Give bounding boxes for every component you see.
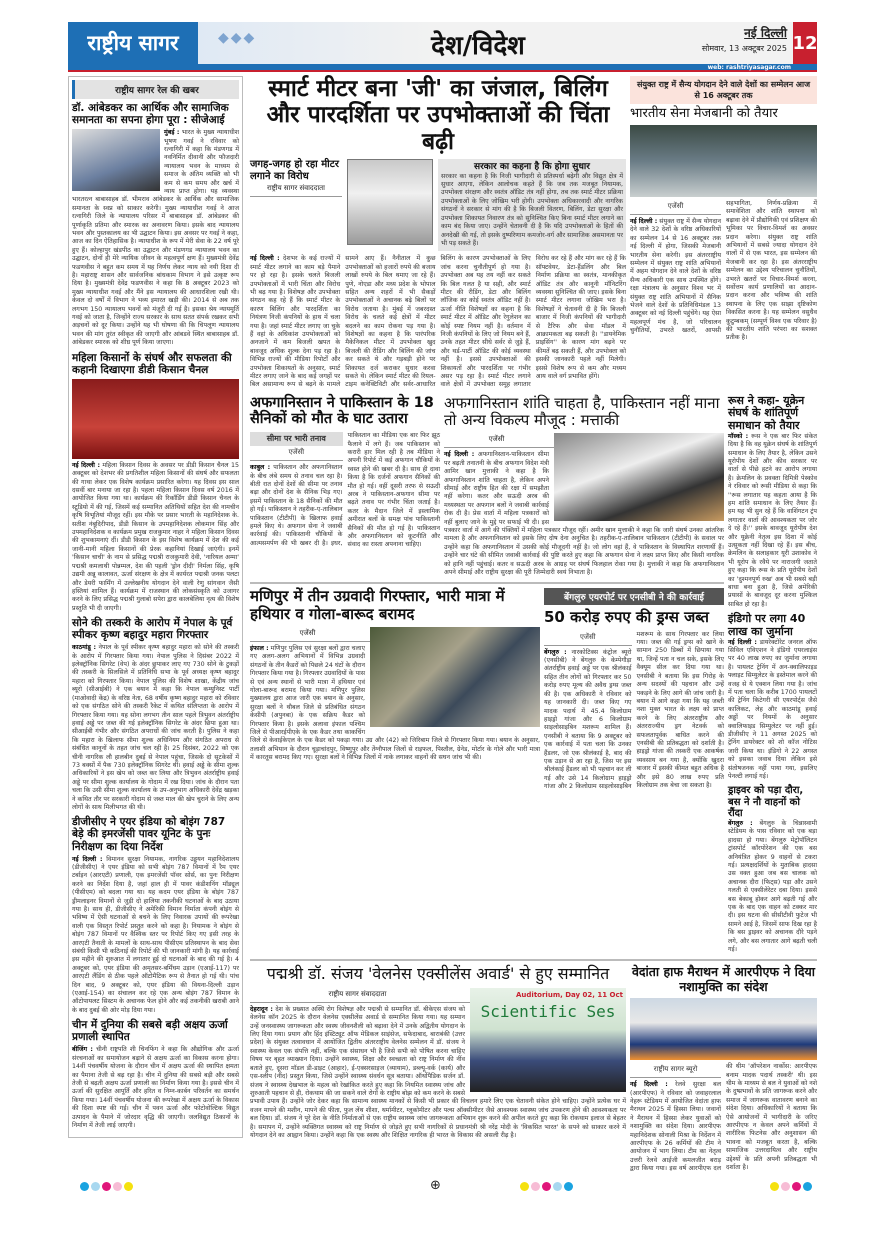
headline: रूस ने कहा- यूक्रेन संघर्ष के शांतिपूर्ण समाधान को तैयार bbox=[728, 393, 805, 433]
smart-meter-photo bbox=[347, 159, 433, 245]
article-army: संयुक्त राष्ट्र में सैन्य योगदान देने वाले देशों का सम्मेलन आज से 16 अक्टूबर तक भारतीय सेना मेजबानी को तैयार एजेंसी नई दिल्ली : संयुक्त राष्ट्र में सैन्य योगदान देने वाले 32 देशों के वरिष्ठ अधिकारियों का सम्मेलन 14 से 16 अक्टूबर तक नई दिल्ली में होगा, जिसकी मेजबानी भारतीय सेना करेगी। इस अंतरराष्ट्रीय सम्मेलन में संयुक्त राष्ट्र शांति अभियानों में अहम योगदान देने वाले देशों के वरिष्ठ सैन्य अधिकारी एक साथ उपस्थित होंगे। रक्षा मंत्रालय के अनुसार विश्व भर में संयुक्त राष्ट्र शांति अभियानों में सैनिक भेजने वाले देशों के प्रतिनिधिमंडल 13 अक्टूबर को नई दिल्ली पहुंचेंगे। यह ऐसा महत्वपूर्ण मंच है, जो परिचालन चुनौतियों, उभरते खतरों, आपसी सहभागिता, निर्णय-प्रक्रिया में समावेशिता और शांति स्थापना को बढ़ावा देने में प्रौद्योगिकी एवं प्रशिक्षण की भूमिका पर विचार-विमर्श का अवसर प्रदान करेगा। संयुक्त राष्ट्र शांति अभियानों में सबसे ज्यादा योगदान देने वालों में से एक भारत, इस सम्मेलन की मेजबानी कर रहा है। इस अंतरराष्ट्रीय सम्मेलन का उद्देश्य परिचालन चुनौतियों, उभरते खतरों पर विचार-विमर्श करना, सर्वोत्तम कार्य प्रणालियों का आदान-प्रदान करना और भविष्य की शांति स्थापना के लिए एक साझा दृष्टिकोण विकसित करना है। यह सम्मेलन वसुधैव कुटुम्बकम् (सम्पूर्ण विश्व एक परिवार है) की भारतीय शांति परंपरा का सशक्त प्रतीक है। bbox=[630, 76, 817, 343]
article-vedanta: वेदांता हाफ मैराथन में आरपीएफ ने दिया नशामुक्ति का संदेश राष्ट्रीय सागर ब्यूरो नई दिल्ली : रेलवे सुरक्षा बल (आरपीएफ) ने रविवार को जवाहरलाल नेहरू स्टेडियम में आयोजित वेदांता हाफ मैराथन 2025 में हिस्सा लिया। जवानों ने मैराथन में हिस्सा लेकर युवाओं को नशामुक्ति का संदेश दिया। आरपीएफ महानिदेशक सोनाली मिश्रा के निर्देशन में आरपीएफ के 26 कर्मियों की टीम ने आयोजन में भाग लिया। टीम का नेतृत्व उत्तरी रेलवे आईजी कमलजीत बराड़ द्वारा किया गया। इस वर्ष आरपीएफ दल की थीम 'ऑपरेशन नार्कोस: आरपीएफ बनाम मादक पदार्थ तस्करी' थी। इस थीम के माध्यम से बल ने युवाओं को नशे के दुष्प्रभावों के प्रति जागरूक करने और समाज में जागरूक वातावरण बनाने का संदेश दिया। अधिकारियों ने बताया कि ऐसे आयोजनों में भागीदारी के जरिए आरपीएफ न केवल अपने कर्मियों में शारीरिक फिटनेस और अनुशासन की भावना को मजबूत करता है, बल्कि सामाजिक उत्तरदायित्व और राष्ट्रीय उद्देश्यों के प्रति अपनी प्रतिबद्धता भी दर्शाता है। bbox=[630, 964, 817, 1173]
lead-body: नई दिल्ली : देशभर के कई राज्यों में स्मार्ट मीटर लगाने का काम बड़े पैमाने पर हो रहा है। इसके चलते बिजली उपभोक्ताओं में भारी चिंता और विरोध भी बढ़ गया है। विशेषज्ञ और उपभोक्ता संगठन कह रहे हैं कि स्मार्ट मीटर के कारण बिलिंग और पारदर्शिता का नियंत्रण निजी कंपनियों के हाथ में चला गया है। जहां स्मार्ट मीटर लगाए जा चुके हैं वहां के अधिकांश उपभोक्ताओं को अनजाने में कम बिजली खपत के बावजूद अधिक शुल्क देना पड़ रहा है। विभिन्न राज्यों की मीडिया रिपोर्टों और उपभोक्ता शिकायतों के अनुसार, स्मार्ट मीटर लगाए जाने के बाद कई जगहों पर बिल असामान्य रूप से बढ़ने के मामले सामने आए हैं। नैनीताल में कुछ उपभोक्ताओं को हजारों रुपये की बजाय लाखों रुपये के बिल थमाए जा रहे हैं। पुणे, नोएडा और मध्य प्रदेश के भोपाल सहित अन्य शहरों में भी सैकड़ों उपभोक्ताओं ने अचानक बढ़े बिलों पर विरोध जताया है। मुंबई में जबरदस्त विरोध के चलते कई क्षेत्रों में मीटर बदलने का काम रोकना पड़ गया है। विशेषज्ञों का कहना है कि पारंपरिक मैकेनिकल मीटर में उपभोक्ता खुद बिजली की रीडिंग और बिलिंग की जांच कर सकते थे और गड़बड़ी होने पर शिकायत दर्ज कराकर सुधार करवा सकते थे। लेकिन स्मार्ट मीटर की रियल-टाइम कनेक्टिविटी और सर्वर-आधारित बिलिंग के कारण उपभोक्ताओं के लिए जांच करना चुनौतीपूर्ण हो गया है। उपभोक्ता अब यह तय नहीं कर सकते कि बिल गलत है या सही, और स्मार्ट मीटर की रीडिंग, डेटा और बिलिंग लॉजिक का कोई स्वतंत्र ऑडिट नहीं है। ऊर्जा नीति विशेषज्ञों का कहना है कि स्मार्ट मीटर में ऑडिट और रेगुलेशन का कोई स्पष्ट नियम नहीं है। वर्तमान में निजी कंपनियों के लिए जो नियम बने हैं, उनके तहत मीटर सीधे सर्वर से जुड़े हैं, और थर्ड-पार्टी ऑडिट की कोई व्यवस्था नहीं है। इससे उपभोक्ताओं की शिकायतों और पारदर्शिता पर गंभीर असर पड़ रहा है। स्मार्ट मीटर लगाने वाले क्षेत्रों में उपभोक्ता समूह लगातार विरोध कर रहे हैं और मांग कर रहे हैं कि सॉफ्टवेयर, डेटा-हैंडलिंग और बिल निर्माण प्रक्रिया का स्वतंत्र, मानकीकृत ऑडिट तंत्र और कानूनी मॉनिटरिंग व्यवस्था सुनिश्चित की जाए। इसके बिना स्मार्ट मीटर लगाना जोखिम भरा है। विशेषज्ञों ने चेतावनी दी है कि बिजली बाजार में निजी कंपनियों की भागीदारी से टैरिफ और सेवा मॉडल में आक्रामकता बढ़ सकती है। ''डायनेमिक प्राइसिंग'' के कारण मांग बढ़ने पर कीमतें बढ़ सकती हैं, और उपभोक्ता को इसकी जानकारी पहले नहीं मिलेगी। इससे विशेष रूप से कम और मध्यम आय वाले वर्ग प्रभावित होंगे। bbox=[250, 255, 626, 389]
article-afghan-pakistan: अफगानिस्तान ने पाकिस्तान के 18 सैनिकों को मौत के घाट उतारा सीमा पर भारी तनाव एजेंसी काबुल : पाकिस्तान और अफगानिस्तान के बीच लंबे समय से तनाव चल रहा है। बीती रात दोनों देशों की सीमा पर तनाव बढ़ा और दोनों देश के सैनिक भिड़ गए। इसमें पाकिस्तान के 18 सैनिकों की मौत हो गई। पाकिस्तान ने तहरीक-ए-तालिबान पाकिस्तान (टीटीपी) के खिलाफ हवाई हमले किए थे। अफगान सेना ने जवाबी कार्रवाई की। पाकिस्तानी चौकियों के आत्मसमर्पण की भी खबर दी है। इधर, पाकिस्तान का मीडिया एक बार फिर झूठ फैलाने में लगे हैं। जब पाकिस्तान को करारी हार मिल रही है तब मीडिया ने अपनी रिपोर्ट में कई अफगान चौकियों के ध्वस्त होने की खबर दी है। साथ ही दावा किया है कि दर्जनों अफगान सैनिकों की मौत हो गई। वहीं दूसरी तरफ से सऊदी अरब ने पाकिस्तान-अफगान सीमा पर बढ़ते तनाव पर गंभीर चिंता जताई है। कतर के मैदान जिले में इस्लामिक अमीरात बलों के समक्ष पांच पाकिस्तानी सैनिकों की मौत हो गई है। पाकिस्तान और अफगानिस्तान को कूटनीति और संवाद का रास्ता अपनाना चाहिए। bbox=[250, 394, 440, 549]
article-body: मणिपुर पुलिस एवं सुरक्षा बलों द्वारा चलाए गए अलग-अलग अभियानों में विभिन्न उग्रवादी संगठनों के तीन कैडरों को पिछले 24 घंटों के दौरान गिरफ्तार किया गया है। गिरफ्तार उग्रवादियों के पास से एवं अन्य स्थानों से भारी मात्रा में हथियार एवं गोला-बारूद बरामद किया गया। मणिपुर पुलिस मुख्यालय द्वारा आज जारी एक बयान के अनुसार, सुरक्षा बलों ने थौबल जिले से प्रतिबंधित संगठन केसीपी (अपुनबा) के एक सक्रिय कैडर को गिरफ्तार किया है। इसके अलावा इंफाल पश्चिम जिले से पीआरईपीएके के एक कैडर तथा काकचिंग जिले से केवाईकेएल के एक कैडर को पकड़ा गया। उग्र और (42) को जिरिबाम जिले से गिरफ्तार किया गया। बयान के अनुसार, तलाशी अभियान के दौरान चूड़ाचांदपुर, विष्णुपुर और तेंग्नौपाल जिलों से राइफल, पिस्तौल, ग्रेनेड, मोर्टार के गोले और भारी मात्रा में कारतूस बरामद किए गए। सुरक्षा बलों ने विभिन्न जिलों में नाके लगाकर वाहनों की सघन जांच भी की। bbox=[250, 644, 540, 762]
article-body: विमानन सुरक्षा नियामक, नागरिक उड्डयन महानिदेशालय (डीजीसीए) ने एयर इंडिया को सभी बोइंग 787 विमानों में रैम एयर टर्बाइन (आरएटी) प्रणाली, एक इमरजेंसी पॉवर सोर्स, का पुनः निरीक्षण करने का निर्देश दिया है, जहां हाल ही में पावर कंडीशनिंग मॉड्यूल (पीसीएम) को बदला गया था। यह कदम एयर इंडिया के बोइंग 787 ड्रीमलाइनर विमानों से जुड़ी दो हालिया तकनीकी घटनाओं के बाद उठाया गया है। साथ ही, डीजीसीए ने अमेरिकी विमान निर्माता कंपनी बोइंग से भविष्य में ऐसी घटनाओं से बचने के लिए निवारक उपायों की रूपरेखा वाली एक विस्तृत रिपोर्ट प्रस्तुत करने को कहा है। नियामक ने बोइंग से बोइंग 787 विमानों पर वैश्विक स्तर पर रिपोर्ट किए गए इसी तरह के आरएटी तैनाती के मामलों के साथ-साथ पीसीएम प्रतिस्थापन के बाद सेवा संबंधी किसी भी कठिनाई की रिपोर्ट की भी जानकारी मांगी है। यह कार्रवाई इस महीने की शुरुआत में लगातार हुई दो घटनाओं के बाद की गई है। 4 अक्टूबर को, एयर इंडिया की अमृतसर-बर्मिंघम उड़ान (एआई-117) पर आरएटी लैंडिंग से ठीक पहले ऑटोमैटिक रूप से तैनात हो गई थी। पांच दिन बाद, 9 अक्टूबर को, एयर इंडिया की वियना-दिल्ली उड़ान (एआई-154) का संचालन कर रहे एक अन्य बोइंग 787 विमान के ऑटोपायलट सिस्टम के अचानक फेल होने और कई तकनीकी खराबी आने के बाद दुबई की ओर मोड़ दिया गया। bbox=[72, 855, 239, 1014]
article-dd-kisan: महिला किसानों के संघर्ष और सफलता की कहानी दिखाएगा डीडी किसान चैनल नई दिल्ली : महिला किसान दिवस के अवसर पर डीडी किसान चैनल 15 अक्टूबर को देशभर की प्रगतिशील महिला किसानों की संघर्ष और सफलता की गाथा लेकर एक विशेष कार्यक्रम प्रसारित करेगा। यह दिवस इस साल दसवीं बार मनाया जा रहा है। पहला महिला किसान दिवस वर्ष 2016 में आयोजित किया गया था। कार्यक्रम की रिकॉर्डिंग डीडी किसान चैनल के स्टूडियो में की गई, जिसमें कई सम्मानित अतिथियों सहित देश की नामचीन कृषि विभूतियां मौजूद रहीं। इस मौके पर प्रसार भारती के महानिदेशक के. सतीश नंबूदिरीपाद, डीडी किसान के उपमहानिदेशक लोकमान सिंह और उपमहानिदेशक व कार्यक्रम प्रमुख राजकुमार नाहर ने महिला किसान दिवस की शुभकामनाएं दीं। डीडी किसान के इस विशेष कार्यक्रम में देश की कई जानी-मानी महिला किसानों की प्रेरक कहानियां दिखाई जाएंगी। इनमें 'किसान चाची' के नाम से प्रसिद्ध पद्मश्री राजकुमारी देवी, 'नारियल अम्मा' पद्मश्री कमलाथी पोन्नम्मल, देश की पहली 'ड्रोन दीदी' निर्मला सिंह, कृषि उद्यमी अन्नू कालावत, ऊर्जा संरक्षण के क्षेत्र में कार्यरत पद्मश्री जनक पलटा और डेयरी फार्मिंग में उल्लेखनीय योगदान देने वाली रेणु सांगवान जैसी हस्तियां शामिल हैं। कार्यक्रम में राजस्थान की लोकसंस्कृति को उजागर करने के लिए प्रसिद्ध पद्मश्री गुलाबो सपेरा द्वारा कालबेलिया नृत्य की विशेष प्रस्तुति भी दी जाएगी। bbox=[72, 351, 239, 612]
article-body: चीनी राष्ट्रपति शी चिनफिंग ने कहा कि औद्योगिक और ऊर्जा संरचनाओं का समायोजन बढ़ाने से अक्षय ऊर्जा का विकास करना होगा। 14वीं पंचवर्षीय योजना के दौरान चीन में अक्षय ऊर्जा की स्थापित क्षमता का पैमाना तेजी से बढ़ रहा है। चीन में दुनिया की सबसे बड़ी और सबसे तेजी से बढ़ती अक्षय ऊर्जा प्रणाली का निर्माण किया गया है। इससे चीन में ऊर्जा की सुरक्षित आपूर्ति और हरित व निम्न-कार्बन परिवर्तन का समर्थन किया गया। 14वीं पंचवर्षीय योजना की रूपरेखा में अक्षय ऊर्जा के विकास की दिशा स्पष्ट की गई। चीन में पवन ऊर्जा और फोटोवोल्टिक विद्युत उत्पादन के पैमाने में जोरदार वृद्धि की जाएगी। जलविद्युत ठिकानों के निर्माण में तेजी लाई जाएगी। bbox=[72, 1046, 239, 1130]
registration-marks bbox=[68, 1178, 817, 1194]
article-body: नेपाल के पूर्व स्पीकर कृष्ण बहादुर महारा को सोने की तस्करी के आरोप में गिरफ्तार किया गया। नेपाल पुलिस ने दिसंबर 2022 में इलेक्ट्रॉनिक सिगरेट (वेप) के अंदर छुपाकर लाए गए 730 सोने के टुकड़ों की तस्करी के सिलसिले में प्रतिनिधि सभा के पूर्व अध्यक्ष कृष्ण बहादुर महारा को गिरफ्तार किया। नेपाल पुलिस की विशेष शाखा, केंद्रीय जांच ब्यूरो (सीआईबी) ने एक बयान में कहा कि नेपाल कम्युनिस्ट पार्टी (माओवादी केंद्र) के वरिष्ठ नेता, 68 वर्षीय कृष्ण बहादुर महारा को रविवार को एक संगठित सोने की तस्करी रैकेट में कथित संलिप्तता के आरोप में गिरफ्तार किया गया। यह सोना लगभग तीन साल पहले त्रिभुवन अंतर्राष्ट्रीय हवाई अड्डे पर जब्त की गई इलेक्ट्रॉनिक सिगरेट के अंदर छिपा हुआ था। सीआईबी गंभीर और संगठित अपराधों की जांच करती है। पुलिस ने कहा कि महारा के खिलाफ सीमा शुल्क अधिनियम और संगठित अपराध से संबंधित कानूनों के तहत जांच चल रही है। 25 दिसंबर, 2022 को एक चीनी नागरिक लौ हालबीन दुबई से नेपाल पहुंचा, जिसके दो सूटकेसों में 73 बक्सों में पैक 730 इलेक्ट्रॉनिक सिगरेट थीं। हवाई अड्डे के सीमा शुल्क अधिकारियों ने इस खेप को जब्त कर लिया और त्रिभुवन अंतर्राष्ट्रीय हवाई अड्डे पर सीमा शुल्क कार्यालय के गोदाम में रख दिया। जांच के दौरान पता चला कि उसी सीमा शुल्क कार्यालय के उप-अनुभाग अधिकारी देवेंद्र खड़का ने कथित तौर पर सरकारी गोदाम से जब्त माल की खेप चुराने के लिए अन्य लोगों के साथ मिलीभगत की थी। bbox=[72, 644, 239, 811]
conference-photo bbox=[630, 125, 817, 197]
edition-city: नई दिल्ली bbox=[744, 26, 787, 40]
marathon-photo bbox=[630, 998, 817, 1060]
page-body bbox=[68, 76, 817, 1174]
article-body: नारकोटिक्स कंट्रोल ब्यूरो (एनसीबी) ने बेंगलुरु के केम्पेगौड़ा अंतर्राष्ट्रीय हवाई अड्डे पर एक श्रीलंकाई सहित तीन लोगों को गिरफ्तार कर 50 करोड़ रुपए मूल्य की अवैध ड्रग्स जब्त की है। एक अधिकारी ने रविवार को यह जानकारी दी। जब्त किए गए मादक पदार्थ में 45.4 किलोग्राम हाइड्रो गांजा और 6 किलोग्राम साइलोसाइबिन मशरूम शामिल हैं। एनसीबी ने बताया कि 9 अक्टूबर को एक कार्रवाई में पता चला कि उनका हैंडलर, जो एक श्रीलंकाई है, बाद की एक उड़ान से आ रहा है, जिस पर इस श्रीलंकाई हैंडलर को भी पहचान कर ली गई और उसे 14 किलोग्राम हाइड्रो गांजा और 2 किलोग्राम साइलोसाइबिन मशरूम के साथ गिरफ्तार कर लिया गया। जब्त की गई ड्रग्स को खाने के सामान 250 डिब्बों में छिपाया गया था, जिन्हें पता न चल सके, इसके लिए वैक्यूम सील कर दिया गया था। एनसीबी ने बताया कि इस गिरोह के अन्य सदस्यों की पहचान और उन्हें पकड़ने के लिए आगे की जांच जारी है। बयान में आगे कहा गया कि यह जब्ती नशा मुक्त भारत के लक्ष्य को प्राप्त करने के लिए अंतरराष्ट्रीय और अंतरराज्यीय ड्रग नेटवर्क को सफलतापूर्वक बाधित करने की एनसीबी की प्रतिबद्धता को दर्शाती है। हाइड्रो गांजा की तस्करी एक आकर्षक व्यवसाय बन गया है, क्योंकि खुदरा बाजार में इसकी कीमत बहुत अधिक है और इसे 80 लाख रुपए प्रति किलोग्राम तक बेचा जा सकता है। bbox=[544, 630, 724, 791]
article-nepal: सोने की तस्करी के आरोप में नेपाल के पूर्व स्पीकर कृष्ण बहादुर महारा गिरफ्तार काठमांडू : नेपाल के पूर्व स्पीकर कृष्ण बहादुर महारा को सोने की तस्करी के आरोप में गिरफ्तार किया गया। नेपाल पुलिस ने दिसंबर 2022 में इलेक्ट्रॉनिक सिगरेट (वेप) के अंदर छुपाकर लाए गए 730 सोने के टुकड़ों की तस्करी के सिलसिले में प्रतिनिधि सभा के पूर्व अध्यक्ष कृष्ण बहादुर महारा को गिरफ्तार किया। नेपाल पुलिस की विशेष शाखा, केंद्रीय जांच ब्यूरो (सीआईबी) ने एक बयान में कहा कि नेपाल कम्युनिस्ट पार्टी (माओवादी केंद्र) के वरिष्ठ नेता, 68 वर्षीय कृष्ण बहादुर महारा को रविवार को एक संगठित सोने की तस्करी रैकेट में कथित संलिप्तता के आरोप में गिरफ्तार किया गया। यह सोना लगभग तीन साल पहले त्रिभुवन अंतर्राष्ट्रीय हवाई अड्डे पर जब्त की गई इलेक्ट्रॉनिक सिगरेट के अंदर छिपा हुआ था। सीआईबी गंभीर और संगठित अपराधों की जांच करती है। पुलिस ने कहा कि महारा के खिलाफ सीमा शुल्क अधिनियम और संगठित अपराध से संबंधित कानूनों के तहत जांच चल रही है। 25 दिसंबर, 2022 को एक चीनी नागरिक लौ हालबीन दुबई से नेपाल पहुंचा, जिसके दो सूटकेसों में 73 बक्सों में पैक 730 इलेक्ट्रॉनिक सिगरेट थीं। हवाई अड्डे के सीमा शुल्क अधिकारियों ने इस खेप को जब्त कर लिया और त्रिभुवन अंतर्राष्ट्रीय हवाई अड्डे पर सीमा शुल्क कार्यालय के गोदाम में रख दिया। जांच के दौरान पता चला कि उसी सीमा शुल्क कार्यालय के उप-अनुभाग अधिकारी देवेंद्र खड़का ने कथित तौर पर सरकारी गोदाम से जब्त माल की खेप चुराने के लिए अन्य लोगों के साथ मिलीभगत की थी। bbox=[72, 617, 239, 811]
lead-headline: स्मार्ट मीटर बना 'जी' का जंजाल, बिलिंग और पारदर्शिता पर उपभोक्ताओं की चिंता बढ़ी bbox=[266, 76, 610, 155]
article-body: महिला किसान दिवस के अवसर पर डीडी किसान चैनल 15 अक्टूबर को देशभर की प्रगतिशील महिला किसानों की संघर्ष और सफलता की गाथा लेकर एक विशेष कार्यक्रम प्रसारित करेगा। यह दिवस इस साल दसवीं बार मनाया जा रहा है। पहला महिला किसान दिवस वर्ष 2016 में आयोजित किया गया था। कार्यक्रम की रिकॉर्डिंग डीडी किसान चैनल के स्टूडियो में की गई, जिसमें कई सम्मानित अतिथियों सहित देश की नामचीन कृषि विभूतियां मौजूद रहीं। इस मौके पर प्रसार भारती के महानिदेशक के. सतीश नंबूदिरीपाद, डीडी किसान के उपमहानिदेशक लोकमान सिंह और उपमहानिदेशक व कार्यक्रम प्रमुख राजकुमार नाहर ने महिला किसान दिवस की शुभकामनाएं दीं। डीडी किसान के इस विशेष कार्यक्रम में देश की कई जानी-मानी महिला किसानों की प्रेरक कहानियां दिखाई जाएंगी। इनमें 'किसान चाची' के नाम से प्रसिद्ध पद्मश्री राजकुमारी देवी, 'नारियल अम्मा' पद्मश्री कमलाथी पोन्नम्मल, देश की पहली 'ड्रोन दीदी' निर्मला सिंह, कृषि उद्यमी अन्नू कालावत, ऊर्जा संरक्षण के क्षेत्र में कार्यरत पद्मश्री जनक पलटा और डेयरी फार्मिंग में उल्लेखनीय योगदान देने वाली रेणु सांगवान जैसी हस्तियां शामिल हैं। कार्यक्रम में राजस्थान की लोकसंस्कृति को उजागर करने के लिए प्रसिद्ध पद्मश्री गुलाबो सपेरा द्वारा कालबेलिया नृत्य की विशेष प्रस्तुति भी दी जाएगी। bbox=[72, 461, 239, 612]
award-photo: Auditorium, Day 02, 11 Oct Scientific Ses bbox=[470, 988, 626, 1092]
decorative-dots-icon: ◆◆◆ bbox=[218, 30, 257, 46]
article-body: अफगानिस्तान-पाकिस्तान सीमा पर बढ़ती तनातनी के बीच अफगान विदेश मंत्री आमिर खान मुत्ताकी ने कहा है कि अफगानिस्तान शांति चाहता है, लेकिन अपने सीमाई और राष्ट्रीय हित की रक्षा में समझौता नहीं करेगा। कतर और सऊदी अरब की मध्यस्थता पर अफगान बलों ने जवाबी कार्रवाई रोक दी है। प्रेस वार्ता में महिला पत्रकारों को नहीं बुलाए जाने के मुद्दे पर सफाई भी दी। इस पत्रकार वार्ता में आगे की पंक्तियों में महिला पत्रकार मौजूद रहीं। अमीर खान मुत्ताकी ने कहा कि जारी संघर्ष उनका आंतरिक मामला है और अफगानिस्तान को इसके लिए दोष देना अनुचित है। तहरीक-ए-तालिबान पाकिस्तान (टीटीपी) के सवाल पर उन्होंने कहा कि अफगानिस्तान में उसकी कोई मौजूदगी नहीं है। जो लोग वहां हैं, वे पाकिस्तान के विस्थापित शरणार्थी हैं। उन्होंने चार घंटे की सीमित जवाबी कार्रवाई की पुष्टि करते हुए कहा कि अफगान सेना ने लक्ष्य प्राप्त किए और किसी नागरिक को हानि नहीं पहुंचाई। कतर व सऊदी अरब के आग्रह पर संघर्ष फिलहाल रोका गया है। मुत्ताकी ने कहा कि अफगानिस्तान अपने सीमाई और राष्ट्रीय सुरक्षा की पूरी जिम्मेदारी स्वयं निभाता है। bbox=[444, 451, 724, 576]
article-muttaqi: अफगानिस्तान शांति चाहता है, पाकिस्तान नहीं माना तो अन्य विकल्प मौजूद : मत्ताकी एजेंसी नई दिल्ली : अफगानिस्तान-पाकिस्तान सीमा पर बढ़ती तनातनी के बीच अफगान विदेश मंत्री आमिर खान मुत्ताकी ने कहा है कि अफगानिस्तान शांति चाहता है, लेकिन अपने सीमाई और राष्ट्रीय हित की रक्षा में समझौता नहीं करेगा। कतर और सऊदी अरब की मध्यस्थता पर अफगान बलों ने जवाबी कार्रवाई रोक दी है। प्रेस वार्ता में महिला पत्रकारों को नहीं बुलाए जाने के मुद्दे पर सफाई भी दी। इस पत्रकार वार्ता में आगे की पंक्तियों में महिला पत्रकार मौजूद रहीं। अमीर खान मुत्ताकी ने कहा कि जारी संघर्ष उनका आंतरिक मामला है और अफगानिस्तान को इसके लिए दोष देना अनुचित है। तहरीक-ए-तालिबान पाकिस्तान (टीटीपी) के सवाल पर उन्होंने कहा कि अफगानिस्तान में उसकी कोई मौजूदगी नहीं है। जो लोग वहां हैं, वे पाकिस्तान के विस्थापित शरणार्थी हैं। उन्होंने चार घंटे की सीमित जवाबी कार्रवाई की पुष्टि करते हुए कहा कि अफगान सेना ने लक्ष्य प्राप्त किए और किसी नागरिक को हानि नहीं पहुंचाई। कतर व सऊदी अरब के आग्रह पर संघर्ष फिलहाल रोका गया है। मुत्ताकी ने कहा कि अफगानिस्तान अपने सीमाई और राष्ट्रीय सुरक्षा की पूरी जिम्मेदारी स्वयं निभाता है। bbox=[444, 393, 724, 576]
article-china: चीन में दुनिया की सबसे बड़ी अक्षय ऊर्जा प्रणाली स्थापित बीजिंग : चीनी राष्ट्रपति शी चिनफिंग ने कहा कि औद्योगिक और ऊर्जा संरचनाओं का समायोजन बढ़ाने से अक्षय ऊर्जा का विकास करना होगा। 14वीं पंचवर्षीय योजना के दौरान चीन में अक्षय ऊर्जा की स्थापित क्षमता का पैमाना तेजी से बढ़ रहा है। चीन में दुनिया की सबसे बड़ी और सबसे तेजी से बढ़ती अक्षय ऊर्जा प्रणाली का निर्माण किया गया है। इससे चीन में ऊर्जा की सुरक्षित आपूर्ति और हरित व निम्न-कार्बन परिवर्तन का समर्थन किया गया। 14वीं पंचवर्षीय योजना की रूपरेखा में अक्षय ऊर्जा के विकास की दिशा स्पष्ट की गई। चीन में पवन ऊर्जा और फोटोवोल्टिक विद्युत उत्पादन के पैमाने में जोरदार वृद्धि की जाएगी। जलविद्युत ठिकानों के निर्माण में तेजी लाई जाएगी। bbox=[72, 1019, 239, 1130]
masthead bbox=[68, 22, 817, 72]
article-body: संयुक्त राष्ट्र में सैन्य योगदान देने वाले 32 देशों के वरिष्ठ अधिकारियों का सम्मेलन 14 से 16 अक्टूबर तक नई दिल्ली में होगा, जिसकी मेजबानी भारतीय सेना करेगी। इस अंतरराष्ट्रीय सम्मेलन में संयुक्त राष्ट्र शांति अभियानों में अहम योगदान देने वाले देशों के वरिष्ठ सैन्य अधिकारी एक साथ उपस्थित होंगे। रक्षा मंत्रालय के अनुसार विश्व भर में संयुक्त राष्ट्र शांति अभियानों में सैनिक भेजने वाले देशों के प्रतिनिधिमंडल 13 अक्टूबर को नई दिल्ली पहुंचेंगे। यह ऐसा महत्वपूर्ण मंच है, जो परिचालन चुनौतियों, उभरते खतरों, आपसी सहभागिता, निर्णय-प्रक्रिया में समावेशिता और शांति स्थापना को बढ़ावा देने में प्रौद्योगिकी एवं प्रशिक्षण की भूमिका पर विचार-विमर्श का अवसर प्रदान करेगा। संयुक्त राष्ट्र शांति अभियानों में सबसे ज्यादा योगदान देने वालों में से एक भारत, इस सम्मेलन की मेजबानी कर रहा है। इस अंतरराष्ट्रीय सम्मेलन का उद्देश्य परिचालन चुनौतियों, उभरते खतरों पर विचार-विमर्श करना, सर्वोत्तम कार्य प्रणालियों का आदान-प्रदान करना और भविष्य की शांति स्थापना के लिए एक साझा दृष्टिकोण विकसित करना है। यह सम्मेलन वसुधैव कुटुम्बकम् (सम्पूर्ण विश्व एक परिवार है) की भारतीय शांति परंपरा का सशक्त प्रतीक है। bbox=[630, 199, 817, 342]
edition-date: सोमवार, 13 अक्टूबर 2025 bbox=[701, 44, 787, 53]
article-dgca: डीजीसीए ने एयर इंडिया को बोइंग 787 बेड़े की इमरजेंसी पावर यूनिट के पुनः निरीक्षण का दिया निर्देश नई दिल्ली : विमानन सुरक्षा नियामक, नागरिक उड्डयन महानिदेशालय (डीजीसीए) ने एयर इंडिया को सभी बोइंग 787 विमानों में रैम एयर टर्बाइन (आरएटी) प्रणाली, एक इमरजेंसी पॉवर सोर्स, का पुनः निरीक्षण करने का निर्देश दिया है, जहां हाल ही में पावर कंडीशनिंग मॉड्यूल (पीसीएम) को बदला गया था। यह कदम एयर इंडिया के बोइंग 787 ड्रीमलाइनर विमानों से जुड़ी दो हालिया तकनीकी घटनाओं के बाद उठाया गया है। साथ ही, डीजीसीए ने अमेरिकी विमान निर्माता कंपनी बोइंग से भविष्य में ऐसी घटनाओं से बचने के लिए निवारक उपायों की रूपरेखा वाली एक विस्तृत रिपोर्ट प्रस्तुत करने को कहा है। नियामक ने बोइंग से बोइंग 787 विमानों पर वैश्विक स्तर पर रिपोर्ट किए गए इसी तरह के आरएटी तैनाती के मामलों के साथ-साथ पीसीएम प्रतिस्थापन के बाद सेवा संबंधी किसी भी कठिनाई की रिपोर्ट की भी जानकारी मांगी है। यह कार्रवाई इस महीने की शुरुआत में लगातार हुई दो घटनाओं के बाद की गई है। 4 अक्टूबर को, एयर इंडिया की अमृतसर-बर्मिंघम उड़ान (एआई-117) पर आरएटी लैंडिंग से ठीक पहले ऑटोमैटिक रूप से तैनात हो गई थी। पांच दिन बाद, 9 अक्टूबर को, एयर इंडिया की वियना-दिल्ली उड़ान (एआई-154) का संचालन कर रहे एक अन्य बोइंग 787 विमान के ऑटोपायलट सिस्टम के अचानक फेल होने और कई तकनीकी खराबी आने के बाद दुबई की ओर मोड़ दिया गया। bbox=[72, 816, 239, 1014]
article-smart-meter bbox=[250, 76, 626, 390]
headline: सोने की तस्करी के आरोप में नेपाल के पूर्व स्पीकर कृष्ण बहादुर महारा गिरफ्तार bbox=[72, 617, 233, 642]
byline: राष्ट्रीय सागर संवाददाता bbox=[250, 182, 342, 197]
article-body: भारत के मुख्य न्यायाधीश भूषण गवई ने रविवार को रत्नागिरी में कहा कि मंडणगड में नवनिर्मित दीवानी और फौजदारी न्यायालय भवन के माध्यम से समाज के अंतिम व्यक्ति को भी कम से कम समय और खर्च में न्याय प्राप्त होगा। यह व्यवस्था भारतरत्न बाबासाहब डॉ. भीमराव आंबेडकर के आर्थिक और सामाजिक समानता के स्वप्न को साकार करेगी। मुख्य न्यायाधीश गवई ने आज रत्नागिरी जिले के न्यायालय परिसर में बाबासाहब डॉ. आंबेडकर की पूर्णाकृति प्रतिमा और स्मारक का अनावरण किया। इसके बाद न्यायालय भवन और पुस्तकालय का भी उद्घाटन किया। इस अवसर पर गवई ने कहा, आज का दिन ऐतिहासिक है। न्यायाधीश के रूप में मेरी सेवा के 22 वर्ष पूरे हुए हैं। कोल्हापुर खंडपीठ का उद्घाटन और मंडणगड न्यायालय भवन का उद्घाटन, दोनों ही मेरे न्यायिक जीवन के महत्वपूर्ण क्षण हैं। मुख्यमंत्री देवेंद्र फडणवीस ने बहुत कम समय में यह निर्णय लेकर न्याय को नयी दिशा दी है। महाराष्ट्र शासन और सार्वजनिक बांधकाम विभाग ने इसे उत्कृष्ट रूप दिया है। मुख्यमंत्री देवेंद्र फडणवीस ने कहा कि 8 अक्टूबर 2023 को मुख्य न्यायाधीश गवई और मैंने इस न्यायालय की आधारशिला रखी थी। केवल दो वर्षों में विभाग ने भव्य इमारत खड़ी की। 2014 से अब तक लगभग 150 न्यायालय भवनों को मंजूरी दी गई है। इसका श्रेय न्यायमूर्ति गवई को जाता है, जिन्होंने राज्य सरकार के साथ सतत संपर्क रखकर सभी अड़चनों को दूर किया। उन्होंने यह भी घोषणा की कि चिपलूण न्यायालय भवन की मांग तुरंत स्वीकृत की जाएगी और आंबडवे स्थित बाबासाहब डॉ. आंबेडकर स्मारक को शीघ्र पूर्ण किया जाएगा। bbox=[72, 129, 239, 347]
label: बेंगलुरु एयरपोर्ट पर एनसीबी ने की कार्रवाई bbox=[544, 588, 724, 605]
event-photo bbox=[72, 379, 239, 459]
headline: महिला किसानों के संघर्ष और सफलता की कहानी दिखाएगा डीडी किसान चैनल bbox=[72, 351, 232, 376]
info-box bbox=[438, 159, 626, 251]
website-link[interactable]: web: rashtriyasagar.com bbox=[707, 64, 791, 71]
section-label: राष्ट्रीय सागर रेल की खबर bbox=[72, 80, 239, 99]
info-box-body: सरकार का कहना है कि निजी भागीदारी से प्रतिस्पर्धा बढ़ेगी और विद्युत क्षेत्र में सुधार आएगा, लेकिन आलोचक कहते हैं कि जब तक मजबूत नियामक, उपभोक्ता संरक्षण और स्वतंत्र ऑडिट तंत्र नहीं होगा, तब तक स्मार्ट मीटर प्रक्रिया उपभोक्ताओं के लिए जोखिम भरी होगी। उपभोक्ता अधिकारवादी और नागरिक संगठनों ने सरकार से मांग की है कि बिजली वितरण, बिलिंग, डेटा सुरक्षा और उपभोक्ता शिकायत निवारण तंत्र को सुनिश्चित किए बिना स्मार्ट मीटर लगाने का काम बंद किया जाए। उन्होंने चेतावनी दी है कि यदि उपभोक्ताओं के हितों की अनदेखी की गई, तो इसके दुष्परिणाम कमजोर-वर्ग और सामाजिक असमानता पर भी पड़ सकते हैं। bbox=[441, 172, 623, 247]
headline: डॉ. आंबेडकर का आर्थिक और सामाजिक समानता का सपना होगा पूरा : सीजेआई bbox=[72, 102, 229, 127]
lead-subhead: जगह-जगह हो रहा मीटर लगाने का विरोध bbox=[250, 159, 339, 182]
headline: मणिपुर में तीन उग्रवादी गिरफ्तार, भारी मात्रा में हथियार व गोला-बारूद बरामद bbox=[250, 587, 505, 623]
left-column bbox=[68, 76, 243, 1138]
headline: अफगानिस्तान ने पाकिस्तान के 18 सैनिकों को मौत के घाट उतारा bbox=[250, 394, 434, 428]
headline: 50 करोड़ रुपए की ड्रग्स जब्त bbox=[544, 608, 709, 627]
article-ambedkar: डॉ. आंबेडकर का आर्थिक और सामाजिक समानता का सपना होगा पूरा : सीजेआई मुंबई : भारत के मुख्य न्यायाधीश भूषण गवई ने रविवार को रत्नागिरी में कहा कि मंडणगड में नवनिर्मित दीवानी और फौजदारी न्यायालय भवन के माध्यम से समाज के अंतिम व्यक्ति को भी कम से कम समय और खर्च में न्याय प्राप्त होगा। यह व्यवस्था भारतरत्न बाबासाहब डॉ. भीमराव आंबेडकर के आर्थिक और सामाजिक समानता के स्वप्न को साकार करेगी। मुख्य न्यायाधीश गवई ने आज रत्नागिरी जिले के न्यायालय परिसर में बाबासाहब डॉ. आंबेडकर की पूर्णाकृति प्रतिमा और स्मारक का अनावरण किया। इसके बाद न्यायालय भवन और पुस्तकालय का भी उद्घाटन किया। इस अवसर पर गवई ने कहा, आज का दिन ऐतिहासिक है। न्यायाधीश के रूप में मेरी सेवा के 22 वर्ष पूरे हुए हैं। कोल्हापुर खंडपीठ का उद्घाटन और मंडणगड न्यायालय भवन का उद्घाटन, दोनों ही मेरे न्यायिक जीवन के महत्वपूर्ण क्षण हैं। मुख्यमंत्री देवेंद्र फडणवीस ने बहुत कम समय में यह निर्णय लेकर न्याय को नयी दिशा दी है। महाराष्ट्र शासन और सार्वजनिक बांधकाम विभाग ने इसे उत्कृष्ट रूप दिया है। मुख्यमंत्री देवेंद्र फडणवीस ने कहा कि 8 अक्टूबर 2023 को मुख्य न्यायाधीश गवई और मैंने इस न्यायालय की आधारशिला रखी थी। केवल दो वर्षों में विभाग ने भव्य इमारत खड़ी की। 2014 से अब तक लगभग 150 न्यायालय भवनों को मंजूरी दी गई है। इसका श्रेय न्यायमूर्ति गवई को जाता है, जिन्होंने राज्य सरकार के साथ सतत संपर्क रखकर सभी अड़चनों को दूर किया। उन्होंने यह भी घोषणा की कि चिपलूण न्यायालय भवन की मांग तुरंत स्वीकृत की जाएगी और आंबडवे स्थित बाबासाहब डॉ. आंबेडकर स्मारक को शीघ्र पूर्ण किया जाएगा। bbox=[72, 102, 239, 347]
section-title: देश/विदेश bbox=[431, 31, 525, 61]
article-bus: ड्राइवर को पड़ा दौरा, बस ने नौ वाहनों को रौंदा बेंगलुरु : बेंगलुरु के चिन्नास्वामी स्टेडियम के पास रविवार को एक बड़ा हादसा हो गया। बेंगलुरु मेट्रोपॉलिटन ट्रांसपोर्ट कॉरपोरेशन की एक बस अनियंत्रित होकर 9 वाहनों से टकरा गई। प्रत्यक्षदर्शियों के मुताबिक हादसा उस वक्त हुआ जब बस चालक को अचानक दौरा (फिट्स) पड़ा और उसने गलती से एक्सीलेरेटर दबा दिया। इससे बस बेकाबू होकर आगे बढ़ती गई और एक के बाद एक वाहन को टक्कर मार दी। इस घटना की सीसीटीवी फुटेज भी सामने आई है, जिसमें साफ दिख रहा है कि बस ड्राइवर को अचानक दौरे पड़ने लगे, और बस लगातार आगे बढ़ती चली गई। bbox=[728, 785, 817, 954]
headline: भारतीय सेना मेजबानी को तैयार bbox=[630, 106, 778, 121]
headline: वेदांता हाफ मैराथन में आरपीएफ ने दिया नशामुक्ति का संदेश bbox=[631, 964, 816, 994]
headline: पद्मश्री डॉ. संजय 'वेलनेस एक्सीलेंस अवार्ड' से हुए सम्मानित bbox=[266, 964, 610, 984]
security-forces-photo bbox=[370, 627, 540, 727]
headline: चीन में दुनिया की सबसे बड़ी अक्षय ऊर्जा प्रणाली स्थापित bbox=[72, 1019, 228, 1044]
article-body: पाकिस्तान और अफगानिस्तान के बीच लंबे समय से तनाव चल रहा है। बीती रात दोनों देशों की सीमा पर तनाव बढ़ा और दोनों देश के सैनिक भिड़ गए। इसमें पाकिस्तान के 18 सैनिकों की मौत हो गई। पाकिस्तान ने तहरीक-ए-तालिबान पाकिस्तान (टीटीपी) के खिलाफ हवाई हमले किए थे। अफगान सेना ने जवाबी कार्रवाई की। पाकिस्तानी चौकियों के आत्मसमर्पण की भी खबर दी है। इधर, पाकिस्तान का मीडिया एक बार फिर झूठ फैलाने में लगे हैं। जब पाकिस्तान को करारी हार मिल रही है तब मीडिया ने अपनी रिपोर्ट में कई अफगान चौकियों के ध्वस्त होने की खबर दी है। साथ ही दावा किया है कि दर्जनों अफगान सैनिकों की मौत हो गई। वहीं दूसरी तरफ से सऊदी अरब ने पाकिस्तान-अफगान सीमा पर बढ़ते तनाव पर गंभीर चिंता जताई है। कतर के मैदान जिले में इस्लामिक अमीरात बलों के समक्ष पांच पाकिस्तानी सैनिकों की मौत हो गई है। पाकिस्तान और अफगानिस्तान को कूटनीति और संवाद का रास्ता अपनाना चाहिए। bbox=[250, 432, 440, 549]
headline: अफगानिस्तान शांति चाहता है, पाकिस्तान नहीं माना तो अन्य विकल्प मौजूद : मत्ताकी bbox=[444, 393, 720, 430]
article-manipur: मणिपुर में तीन उग्रवादी गिरफ्तार, भारी मात्रा में हथियार व गोला-बारूद बरामद एजेंसी इंफाल : मणिपुर पुलिस एवं सुरक्षा बलों द्वारा चलाए गए अलग-अलग अभियानों में विभिन्न उग्रवादी संगठनों के तीन कैडरों को पिछले 24 घंटों के दौरान गिरफ्तार किया गया है। गिरफ्तार उग्रवादियों के पास से एवं अन्य स्थानों से भारी मात्रा में हथियार एवं गोला-बारूद बरामद किया गया। मणिपुर पुलिस मुख्यालय द्वारा आज जारी एक बयान के अनुसार, सुरक्षा बलों ने थौबल जिले से प्रतिबंधित संगठन केसीपी (अपुनबा) के एक सक्रिय कैडर को गिरफ्तार किया है। इसके अलावा इंफाल पश्चिम जिले से पीआरईपीएके के एक कैडर तथा काकचिंग जिले से केवाईकेएल के एक कैडर को पकड़ा गया। उग्र और (42) को जिरिबाम जिले से गिरफ्तार किया गया। बयान के अनुसार, तलाशी अभियान के दौरान चूड़ाचांदपुर, विष्णुपुर और तेंग्नौपाल जिलों से राइफल, पिस्तौल, ग्रेनेड, मोर्टार के गोले और भारी मात्रा में कारतूस बरामद किए गए। सुरक्षा बलों ने विभिन्न जिलों में नाके लगाकर वाहनों की सघन जांच भी की। bbox=[250, 587, 540, 762]
headline: इंडिगो पर लगा 40 लाख का जुर्माना bbox=[728, 612, 806, 638]
brand-logo: राष्ट्रीय सागर bbox=[68, 22, 198, 64]
article-award: पद्मश्री डॉ. संजय 'वेलनेस एक्सीलेंस अवार्ड' से हुए सम्मानित Auditorium, Day 02, 11 Oct Scientific Ses राष्ट्रीय सागर संवाददाता देहरादून : देश के प्रख्यात अस्थि रोग विशेषज्ञ और पद्मश्री से सम्मानित डॉ. बीकेएस संजय को वेलनेस कॉन 2025 के दौरान वेलनेस एक्सीलेंस अवार्ड से सम्मानित किया गया। यह सम्मान उन्हें जनस्वास्थ्य जागरूकता और स्वस्थ जीवनशैली को बढ़ावा देने में उनके अद्वितीय योगदान के लिए दिया गया। प्रयाग और हिंद इंस्टिट्यूट ऑफ मेडिकल साइंसेज, सफेदाबाद, बाराबंकी (उत्तर प्रदेश) के संयुक्त तत्वावधान में आयोजित द्वितीय अंतरराष्ट्रीय वेलनेस सम्मेलन में डॉ. संजय ने स्वास्थ्य केवल एक संपत्ति नहीं, बल्कि एक संसाधन भी है जिसे सभी को पोषित करना चाहिए विषय पर बृहत व्याख्यान दिया। उन्होंने स्वास्थ्य, शिक्षा और स्वच्छता को राष्ट्र निर्माण की नींव बताते हुए, दूसरा मॉडल डी-डाइट (आहार), ई-एक्सरसाइज (व्यायाम), डब्ल्यू-वर्क (कार्य) और एस-स्लीप (नींद) प्रस्तुत किया, जिसे उन्होंने स्वास्थ्य संवर्धन सूत्र बताया। ऑर्थोपैडिक सर्जन डॉ. संजय ने स्वास्थ्य देखभाल के महत्व को रेखांकित करते हुए कहा कि नियमित स्वास्थ्य जांच और शुरुआती पहचान से ही, रोकथाम की जा सकने वाले रोगों के राष्ट्रीय बोझ को कम करने के सबसे प्रभावी उपाय हैं। उन्होंने जोर देकर कहा कि सामान्य स्वास्थ्य मानकों से किसी भी प्रकार की विचलन हमारे लिए एक चेतावनी संकेत होने चाहिए। उन्होंने प्रत्येक घर में वजन मापने की मशीन, मापने की फीता, फुल लेंथ शीशा, थर्मामीटर, ग्लूकोमीटर और पल्स ऑक्सीमीटर जैसे आवश्यक स्वास्थ्य जांच उपकरण होने की आवश्यकता पर बल दिया। डॉ. संजय ने पूरे देश के नीति निर्माताओं से एक राष्ट्रीय स्वास्थ्य जांच जागरूकता अभियान शुरू करने की अपील करते हुए कहा कि रोकथाम इलाज से बेहतर है। समापन में, उन्होंने व्यक्तिगत स्वास्थ्य को राष्ट्र निर्माण से जोड़ते हुए सभी नागरिकों से प्रधानमंत्री श्री नरेंद्र मोदी के 'विकसित भारत' के सपने को साकार करने में योगदान देने का आह्वान किया। उन्होंने कहा कि एक स्वस्थ और शिक्षित नागरिक ही भारत के विकास की असली रीढ़ है। bbox=[250, 964, 626, 1139]
article-ncb: बेंगलुरु एयरपोर्ट पर एनसीबी ने की कार्रवाई 50 करोड़ रुपए की ड्रग्स जब्त एजेंसी बेंगलुरु : नारकोटिक्स कंट्रोल ब्यूरो (एनसीबी) ने बेंगलुरु के केम्पेगौड़ा अंतर्राष्ट्रीय हवाई अड्डे पर एक श्रीलंकाई सहित तीन लोगों को गिरफ्तार कर 50 करोड़ रुपए मूल्य की अवैध ड्रग्स जब्त की है। एक अधिकारी ने रविवार को यह जानकारी दी। जब्त किए गए मादक पदार्थ में 45.4 किलोग्राम हाइड्रो गांजा और 6 किलोग्राम साइलोसाइबिन मशरूम शामिल हैं। एनसीबी ने बताया कि 9 अक्टूबर को एक कार्रवाई में पता चला कि उनका हैंडलर, जो एक श्रीलंकाई है, बाद की एक उड़ान से आ रहा है, जिस पर इस श्रीलंकाई हैंडलर को भी पहचान कर ली गई और उसे 14 किलोग्राम हाइड्रो गांजा और 2 किलोग्राम साइलोसाइबिन मशरूम के साथ गिरफ्तार कर लिया गया। जब्त की गई ड्रग्स को खाने के सामान 250 डिब्बों में छिपाया गया था, जिन्हें पता न चल सके, इसके लिए वैक्यूम सील कर दिया गया था। एनसीबी ने बताया कि इस गिरोह के अन्य सदस्यों की पहचान और उन्हें पकड़ने के लिए आगे की जांच जारी है। बयान में आगे कहा गया कि यह जब्ती नशा मुक्त भारत के लक्ष्य को प्राप्त करने के लिए अंतरराष्ट्रीय और अंतरराज्यीय ड्रग नेटवर्क को सफलतापूर्वक बाधित करने की एनसीबी की प्रतिबद्धता को दर्शाती है। हाइड्रो गांजा की तस्करी एक आकर्षक व्यवसाय बन गया है, क्योंकि खुदरा बाजार में इसकी कीमत बहुत अधिक है और इसे 80 लाख रुपए प्रति किलोग्राम तक बेचा जा सकता है। bbox=[544, 588, 724, 791]
muttaqi-photo bbox=[554, 433, 724, 521]
headline: डीजीसीए ने एयर इंडिया को बोइंग 787 बेड़े की इमरजेंसी पावर यूनिट के पुनः निरीक्षण का दिया निर्देश bbox=[72, 816, 226, 853]
info-box-title: सरकार का कहना है कि होगा सुधार bbox=[474, 162, 590, 173]
article-body: रेलवे सुरक्षा बल (आरपीएफ) ने रविवार को जवाहरलाल नेहरू स्टेडियम में आयोजित वेदांता हाफ मैराथन 2025 में हिस्सा लिया। जवानों ने मैराथन में हिस्सा लेकर युवाओं को नशामुक्ति का संदेश दिया। आरपीएफ महानिदेशक सोनाली मिश्रा के निर्देशन में आरपीएफ के 26 कर्मियों की टीम ने आयोजन में भाग लिया। टीम का नेतृत्व उत्तरी रेलवे आईजी कमलजीत बराड़ द्वारा किया गया। इस वर्ष आरपीएफ दल की थीम 'ऑपरेशन नार्कोस: आरपीएफ बनाम मादक पदार्थ तस्करी' थी। इस थीम के माध्यम से बल ने युवाओं को नशे के दुष्प्रभावों के प्रति जागरूक करने और समाज में जागरूक वातावरण बनाने का संदेश दिया। अधिकारियों ने बताया कि ऐसे आयोजनों में भागीदारी के जरिए आरपीएफ न केवल अपने कर्मियों में शारीरिक फिटनेस और अनुशासन की भावना को मजबूत करता है, बल्कि सामाजिक उत्तरदायित्व और राष्ट्रीय उद्देश्यों के प्रति अपनी प्रतिबद्धता भी दर्शाता है। bbox=[630, 1063, 817, 1173]
article-body: देश के प्रख्यात अस्थि रोग विशेषज्ञ और पद्मश्री से सम्मानित डॉ. बीकेएस संजय को वेलनेस कॉन 2025 के दौरान वेलनेस एक्सीलेंस अवार्ड से सम्मानित किया गया। यह सम्मान उन्हें जनस्वास्थ्य जागरूकता और स्वस्थ जीवनशैली को बढ़ावा देने में उनके अद्वितीय योगदान के लिए दिया गया। प्रयाग और हिंद इंस्टिट्यूट ऑफ मेडिकल साइंसेज, सफेदाबाद, बाराबंकी (उत्तर प्रदेश) के संयुक्त तत्वावधान में आयोजित द्वितीय अंतरराष्ट्रीय वेलनेस सम्मेलन में डॉ. संजय ने स्वास्थ्य केवल एक संपत्ति नहीं, बल्कि एक संसाधन भी है जिसे सभी को पोषित करना चाहिए विषय पर बृहत व्याख्यान दिया। उन्होंने स्वास्थ्य, शिक्षा और स्वच्छता को राष्ट्र निर्माण की नींव बताते हुए, दूसरा मॉडल डी-डाइट (आहार), ई-एक्सरसाइज (व्यायाम), डब्ल्यू-वर्क (कार्य) और एस-स्लीप (नींद) प्रस्तुत किया, जिसे उन्होंने स्वास्थ्य संवर्धन सूत्र बताया। ऑर्थोपैडिक सर्जन डॉ. संजय ने स्वास्थ्य देखभाल के महत्व को रेखांकित करते हुए कहा कि नियमित स्वास्थ्य जांच और शुरुआती पहचान से ही, रोकथाम की जा सकने वाले रोगों के राष्ट्रीय बोझ को कम करने के सबसे प्रभावी उपाय हैं। उन्होंने जोर देकर कहा कि सामान्य स्वास्थ्य मानकों से किसी भी प्रकार की विचलन हमारे लिए एक चेतावनी संकेत होने चाहिए। उन्होंने प्रत्येक घर में वजन मापने की मशीन, मापने की फीता, फुल लेंथ शीशा, थर्मामीटर, ग्लूकोमीटर और पल्स ऑक्सीमीटर जैसे आवश्यक स्वास्थ्य जांच उपकरण होने की आवश्यकता पर बल दिया। डॉ. संजय ने पूरे देश के नीति निर्माताओं से एक राष्ट्रीय स्वास्थ्य जांच जागरूकता अभियान शुरू करने की अपील करते हुए कहा कि रोकथाम इलाज से बेहतर है। समापन में, उन्होंने व्यक्तिगत स्वास्थ्य को राष्ट्र निर्माण से जोड़ते हुए सभी नागरिकों से प्रधानमंत्री श्री नरेंद्र मोदी के 'विकसित भारत' के सपने को साकार करने में योगदान देने का आह्वान किया। उन्होंने कहा कि एक स्वस्थ और शिक्षित नागरिक ही भारत के विकास की असली रीढ़ है। bbox=[250, 1005, 626, 1139]
article-indigo: इंडिगो पर लगा 40 लाख का जुर्माना नई दिल्ली : डायरेक्टोरेट जनरल ऑफ सिविल एविएशन ने इंडिगो एयरलाइंस पर 40 लाख रुपए का जुर्माना लगाया है। पायलट ट्रेनिंग में अन-क्वालिफाइड फ्लाइट सिम्युलेटर के इस्तेमाल करने की वजह से ये एक्शन लिया गया है। जांच में पता चला कि करीब 1700 पायलटों की ट्रेनिंग किटेगरी सी एयरपोर्ट्स जैसे कालिकट, लेह और काठमांडू हवाई अड्डों पर नियमों के अनुसार क्वालिफाइड सिम्युलेटर पर नहीं हुई। डीजीसीए ने 11 अगस्त 2025 को ट्रेनिंग डायरेक्टर को शो कॉज नोटिस जारी किया था। इंडिगो ने 22 अगस्त को इसका जवाब दिया लेकिन इसे संतोषजनक नहीं पाया गया, इसलिए पेनल्टी लगाई गई। bbox=[728, 612, 817, 781]
kicker: संयुक्त राष्ट्र में सैन्य योगदान देने वाले देशों का सम्मेलन आज से 16 अक्टूबर तक bbox=[630, 76, 817, 104]
headline: ड्राइवर को पड़ा दौरा, बस ने नौ वाहनों को रौंदा bbox=[728, 785, 804, 820]
cji-photo bbox=[72, 129, 160, 191]
label: सीमा पर भारी तनाव bbox=[250, 432, 343, 446]
crosshair-icon: ⊕ bbox=[430, 1177, 441, 1193]
article-russia: रूस ने कहा- यूक्रेन संघर्ष के शांतिपूर्ण समाधान को तैयार मॉस्को : रूस ने एक बार फिर संकेत दिया है कि वह यूक्रेन संघर्ष के शांतिपूर्ण समाधान के लिए तैयार है, लेकिन उसने यूरोपीय देशों और कीव सरकार पर वार्ता से पीछे हटने का आरोप लगाया है। क्रेमलिन के प्रवक्ता दिमित्री पेस्कोव ने रविवार को रूसी मीडिया से कहा कि ''रूस लगातार यह कहता आया है कि हम शांति समाधान के लिए तैयार हैं। हम यह भी सुन रहे हैं कि वाशिंगटन ट्रंप लगातार वार्ता की आवश्यकता पर जोर दे रहे हैं।'' इसके बावजूद यूरोपीय देश और यूक्रेनी नेतृत्व इस दिशा में कोई उत्सुकता नहीं दिखा रहे हैं। इस बीच, क्रेमलिन के सलाहकार यूरी उशाकोव ने भी यूरोप के रवैये पर नाराजगी जताते हुए कहा कि रूस के प्रति यूरोपीय देशों का 'दुश्मनपूर्ण रुख' अब भी सबसे बड़ी बाधा बना हुआ है, जिसे अमेरिकी प्रयासों के बावजूद दूर करना मुश्किल साबित हो रहा है। bbox=[728, 393, 817, 608]
page-number: 12 bbox=[793, 22, 817, 64]
